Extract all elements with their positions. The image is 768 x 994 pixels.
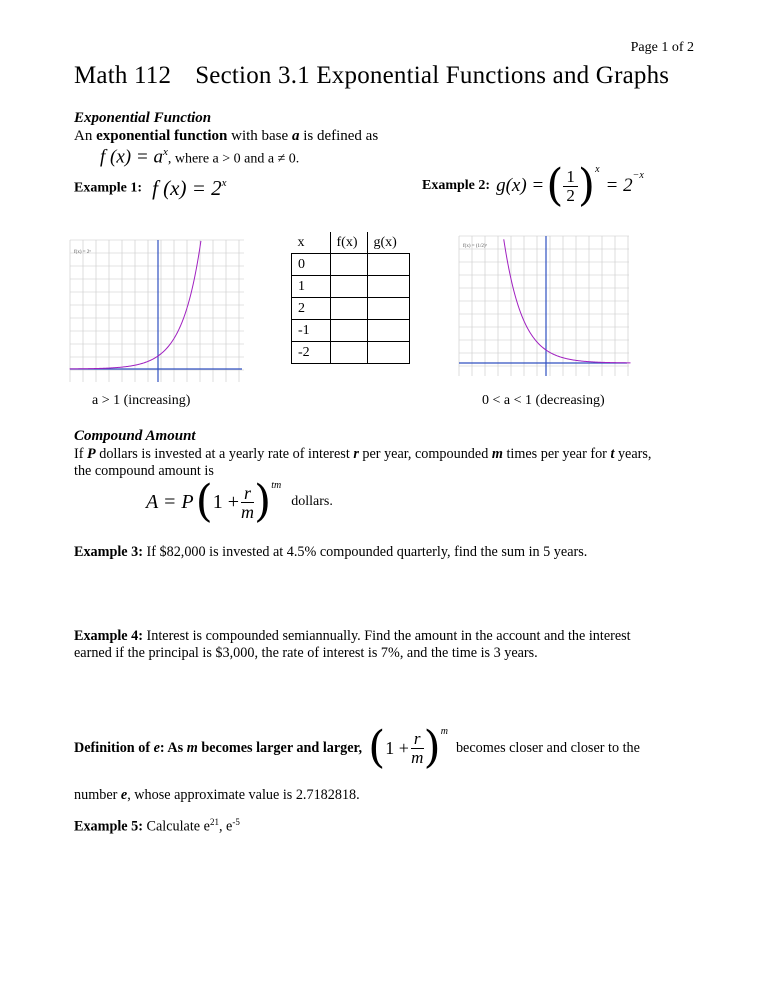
example3: Example 3: If $82,000 is invested at 4.5% compounded quarterly, find the sum in 5 years. [74, 544, 588, 560]
course-name: Math 112 [74, 62, 172, 89]
table-header-row [292, 232, 410, 254]
compound-text-line2: the compound amount is [74, 463, 214, 479]
page-title [74, 62, 669, 90]
table-row: -1 [292, 320, 410, 342]
graph-increasing [66, 236, 246, 384]
page-number: Page 1 of 2 [630, 40, 694, 55]
graph-increasing-label: f(x) = 2ˣ [74, 250, 91, 255]
compound-formula: A = P ( 1 + $\frac{r}{m}$ ) $^{tm}$ dollars. [146, 476, 333, 527]
example2-header: Example 2: g(x) = ( $\frac{1}{2}$ ) $^x$ = 2 $^{-x}$ [422, 160, 644, 211]
compound-heading: Compound Amount [74, 428, 196, 444]
example1-header: Example 1: f $(x) = 2^x$ [74, 176, 227, 200]
definition-e-line2: number e, whose approximate value is 2.7182818. [74, 787, 360, 803]
table-header-g: g(x) [367, 232, 410, 254]
example4-line2: earned if the principal is $3,000, the rate of interest is 7%, and the time is 3 years. [74, 645, 538, 661]
table-row: -2 [292, 342, 410, 364]
example1-caption: a > 1 (increasing) [92, 393, 191, 408]
example4: Example 4: Interest is compounded semiannually. Find the amount in the account and the interest [74, 628, 631, 644]
table-header-x: x [292, 232, 331, 254]
exp-function-intro: An exponential function with base a is defined as [74, 128, 379, 144]
exp-function-heading: Exponential Function [74, 110, 212, 126]
graph-increasing-grid [70, 240, 244, 382]
table-row: 0 [292, 254, 410, 276]
definition-e: Definition of e: As m becomes larger and larger, ( 1 + $\frac{r}{m}$ ) $^m$ becomes closer and closer to the [74, 722, 640, 773]
graph-decreasing-label: f(x) = (1/2)ˣ [463, 244, 487, 249]
example2-caption: 0 < a < 1 (decreasing) [482, 393, 605, 408]
table-row: 1 [292, 276, 410, 298]
table-header-f: f(x) [330, 232, 367, 254]
compound-text-line1: If P dollars is invested at a yearly rate of interest r per year, compounded m times per year for t years, [74, 446, 652, 462]
section-title: Section 3.1 Exponential Functions and Graphs [195, 62, 670, 89]
values-table [291, 232, 410, 364]
example5: Example 5: Calculate $e^{21}$, $e^{-5}$ [74, 817, 240, 835]
graph-decreasing [455, 232, 631, 378]
table-row: 2 [292, 298, 410, 320]
graph-decreasing-grid [459, 236, 629, 376]
exp-function-formula: f $(x) = a^x$, where a > 0 and a ≠ 0. [100, 146, 300, 168]
